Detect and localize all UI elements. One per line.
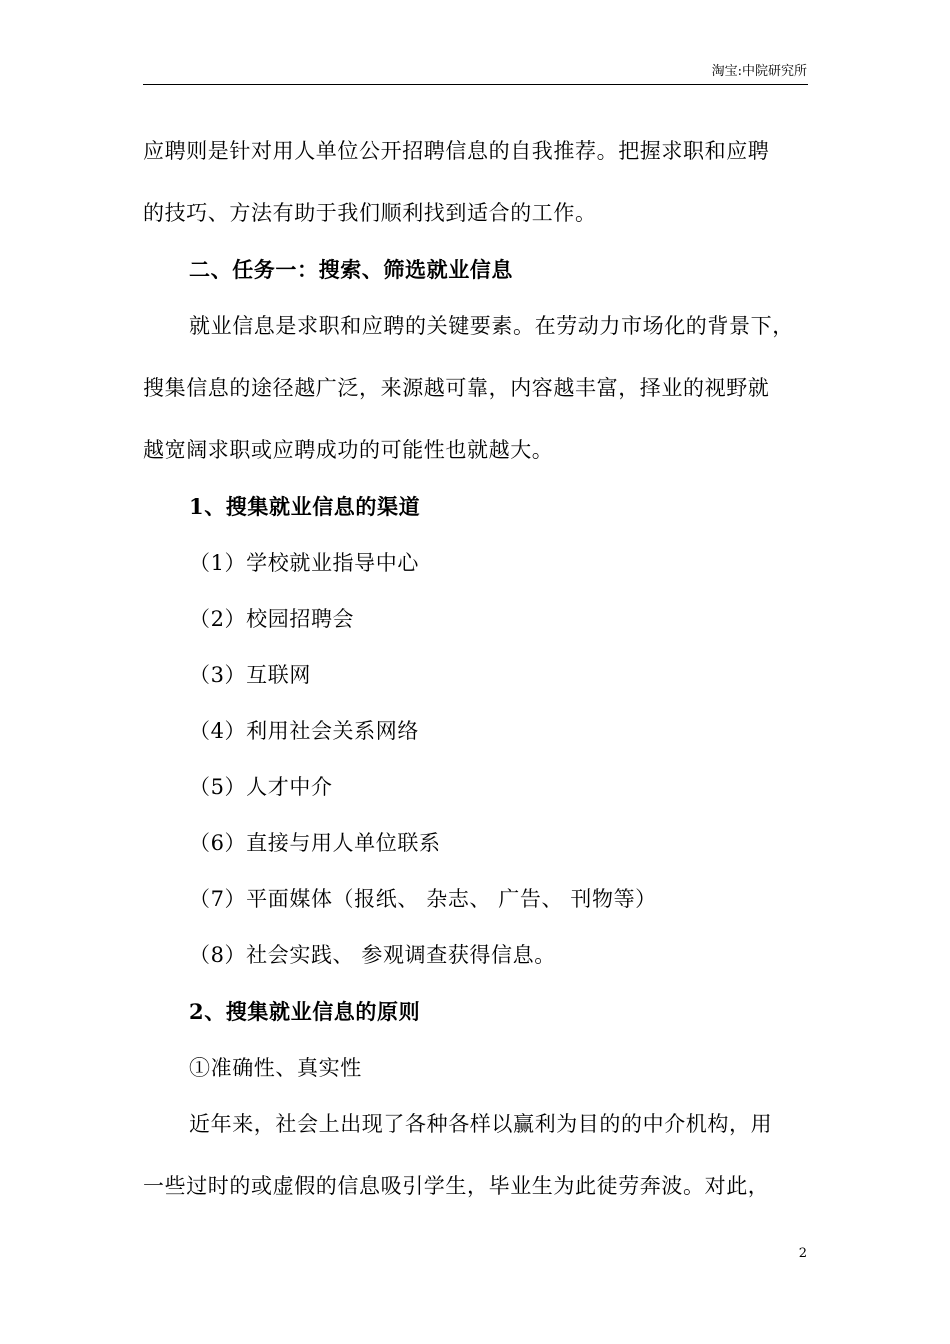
paragraph-line: 的技巧、方法有助于我们顺利找到适合的工作。 bbox=[143, 201, 597, 225]
page-number: 2 bbox=[798, 1246, 807, 1261]
list-item: （5）人才中介 bbox=[189, 775, 333, 799]
subsection-heading: 2、搜集就业信息的原则 bbox=[189, 999, 421, 1024]
page-header: 淘宝:中院研究所 bbox=[711, 64, 807, 79]
list-item: （1）学校就业指导中心 bbox=[189, 551, 419, 575]
paragraph-line: 越宽阔求职或应聘成功的可能性也就越大。 bbox=[143, 438, 554, 462]
list-item: （4）利用社会关系网络 bbox=[189, 719, 419, 743]
paragraph-line: 搜集信息的途径越广泛，来源越可靠，内容越丰富，择业的视野就 bbox=[143, 376, 770, 400]
list-item: （7）平面媒体（报纸、 杂志、 广告、 刊物等） bbox=[189, 887, 657, 911]
paragraph-line: 一些过时的或虚假的信息吸引学生，毕业生为此徒劳奔波。对此， bbox=[143, 1174, 770, 1198]
principle-item: ①准确性、真实性 bbox=[189, 1056, 362, 1080]
list-item: （2）校园招聘会 bbox=[189, 607, 355, 631]
paragraph-line: 应聘则是针对用人单位公开招聘信息的自我推荐。把握求职和应聘 bbox=[143, 139, 770, 163]
list-item: （8）社会实践、 参观调查获得信息。 bbox=[189, 943, 556, 967]
header-divider bbox=[143, 84, 808, 85]
list-item: （6）直接与用人单位联系 bbox=[189, 831, 441, 855]
paragraph-line: 近年来，社会上出现了各种各样以赢利为目的的中介机构，用 bbox=[189, 1112, 773, 1136]
section-heading: 二、任务一：搜索、筛选就业信息 bbox=[189, 257, 513, 282]
list-item: （3）互联网 bbox=[189, 663, 311, 687]
subsection-heading: 1、搜集就业信息的渠道 bbox=[189, 494, 421, 519]
paragraph-line: 就业信息是求职和应聘的关键要素。在劳动力市场化的背景下， bbox=[189, 314, 794, 338]
